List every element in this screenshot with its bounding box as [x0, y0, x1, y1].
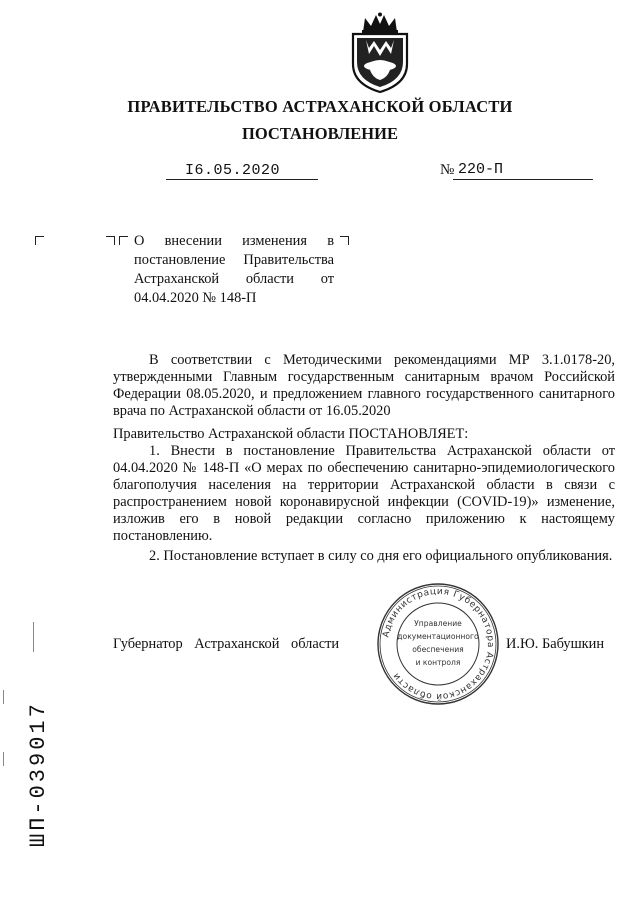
stamp-center-line-2: документационного	[397, 632, 479, 641]
stamp-center-line-3: обеспечения	[412, 645, 464, 654]
left-bracket-corner	[35, 236, 44, 245]
date-underline	[166, 178, 318, 180]
document-number: 220-П	[458, 161, 504, 178]
number-underline	[453, 178, 593, 180]
svg-text:Администрация Губернатора Астр	[381, 587, 495, 701]
margin-tick-3	[3, 752, 4, 766]
signatory-name: И.Ю. Бабушкин	[506, 636, 605, 652]
official-round-stamp	[376, 582, 500, 706]
resolves-line: Правительство Астраханской области ПОСТАНОВЛЯЕТ:	[113, 426, 469, 442]
preamble-paragraph: В соответствии с Методическими рекомендациями МР 3.1.0178-20, утвержденными Главным государственным санитарным врачом Российской Федерации 08.05.2020, и предложением главного государственного санитарного врача по Астраханской области от 16.05.2020	[113, 352, 615, 419]
document-type-heading: ПОСТАНОВЛЕНИЕ	[242, 124, 398, 143]
item-2-paragraph: 2. Постановление вступает в силу со дня его официального опубликования.	[149, 548, 613, 564]
margin-tick-2	[3, 690, 4, 704]
subject-bracket-left-icon-2	[119, 236, 128, 245]
stamp-center-line-1: Управление	[414, 619, 462, 628]
stamp-center-line-4: и контроля	[415, 658, 461, 667]
number-sign: №	[440, 162, 455, 178]
government-heading: ПРАВИТЕЛЬСТВО АСТРАХАНСКОЙ ОБЛАСТИ	[127, 97, 513, 116]
signatory-position: Губернатор Астраханской области	[113, 636, 340, 652]
margin-tick-1	[33, 622, 34, 652]
serial-number: ШП-039017	[26, 701, 51, 847]
coat-of-arms-emblem	[349, 12, 411, 94]
stamp-ring-text: Администрация Губернатора Астраханской области	[381, 586, 496, 702]
subject-bracket-left-icon	[106, 236, 115, 245]
subject-bracket-right-icon	[340, 236, 349, 245]
item-1-paragraph: 1. Внести в постановление Правительства Астраханской области от 04.04.2020 № 148-П «О мерах по обеспечению санитарно-эпидемиологического благополучия населения на территории Астраханской области в связи с распространением новой коронавирусной инфекции (COVID-19)» изменение, изложив его в новой редакции согласно приложению к настоящему постановлению.	[113, 443, 615, 544]
document-date: I6.05.2020	[185, 162, 281, 179]
subject-title: О внесении изменения в постановление Правительства Астраханской области от 04.04.2020 № 148-П	[134, 233, 334, 306]
